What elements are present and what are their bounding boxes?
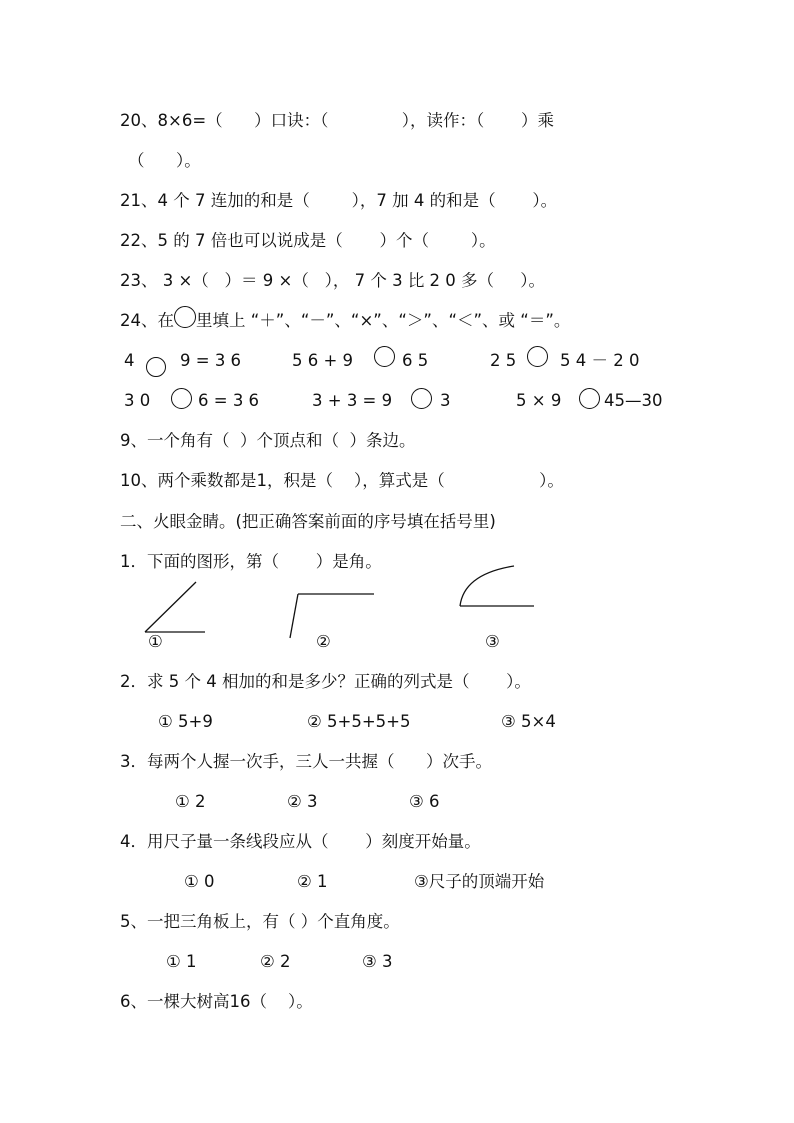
row2-b: 6 = 3 6 [198,391,260,410]
q22-line: 22、5 的 7 倍也可以说成是（ ）个（ ）。 [120,231,496,250]
row1-e: 2 5 [490,351,517,370]
row2-c: 3 + 3 = 9 [312,391,393,410]
row1-a: 4 [124,351,135,370]
p5-option-1: ① 1 [166,952,197,971]
p3-question: 3．每两个人握一次手，三人一共握（ ）次手。 [120,752,492,771]
q9-line: 9、一个角有（ ）个顶点和（ ）条边。 [120,431,416,450]
p5-question: 5、一把三角板上，有（ ）个直角度。 [120,912,400,931]
row1-f: 5 4 － 2 0 [560,351,640,370]
q24-prefix: 24、在 [120,311,174,330]
q20-line2: （ ）。 [128,151,201,170]
p5-option-3: ③ 3 [362,952,393,971]
p2-question: 2．求 5 个 4 相加的和是多少？正确的列式是（ ）。 [120,672,531,691]
q24-suffix: 里填上 “＋”、“－”、“×”、“＞”、“＜”、或 “＝”。 [196,311,571,330]
figure-1-angle [145,582,205,632]
row2-e: 5 × 9 [516,391,562,410]
p5-option-2: ② 2 [260,952,291,971]
figure-2-label: ② [316,632,331,651]
p3-option-3: ③ 6 [409,792,440,811]
p4-option-3: ③尺子的顶端开始 [414,872,545,891]
q10-line: 10、两个乘数都是1，积是（ ），算式是（ ）。 [120,471,564,490]
p3-option-2: ② 3 [287,792,318,811]
figure-3-arc-shape [460,566,534,606]
row2-f: 45—30 [604,391,663,410]
section-heading: 二、火眼金睛。(把正确答案前面的序号填在括号里) [120,512,496,531]
q20-line1: 20、8×6=（ ）口诀：（ ），读作：（ ）乘 [120,111,555,130]
row1-d: 6 5 [402,351,429,370]
p2-option-3: ③ 5×4 [501,712,556,731]
p4-option-1: ① 0 [184,872,215,891]
p6-question: 6、一棵大树高16（ ）。 [120,992,313,1011]
row2-a: 3 0 [124,391,151,410]
figure-3-label: ③ [485,632,500,651]
p1-question: 1．下面的图形，第（ ）是角。 [120,552,382,571]
q23-line: 23、 3 ×（ ）＝ 9 ×（ ）， 7 个 3 比 2 0 多（ ）。 [120,271,546,290]
figure-1-label: ① [148,632,163,651]
figure-2-open-shape [290,594,374,638]
row2-d: 3 [440,391,451,410]
p2-option-1: ① 5+9 [158,712,213,731]
q21-line: 21、4 个 7 连加的和是（ ），7 加 4 的和是（ ）。 [120,191,558,210]
p2-option-2: ② 5+5+5+5 [307,712,411,731]
p4-question: 4．用尺子量一条线段应从（ ）刻度开始量。 [120,832,481,851]
row1-c: 5 6 + 9 [292,351,354,370]
row1-b: 9 = 3 6 [180,351,242,370]
p4-option-2: ② 1 [297,872,328,891]
p3-option-1: ① 2 [175,792,206,811]
